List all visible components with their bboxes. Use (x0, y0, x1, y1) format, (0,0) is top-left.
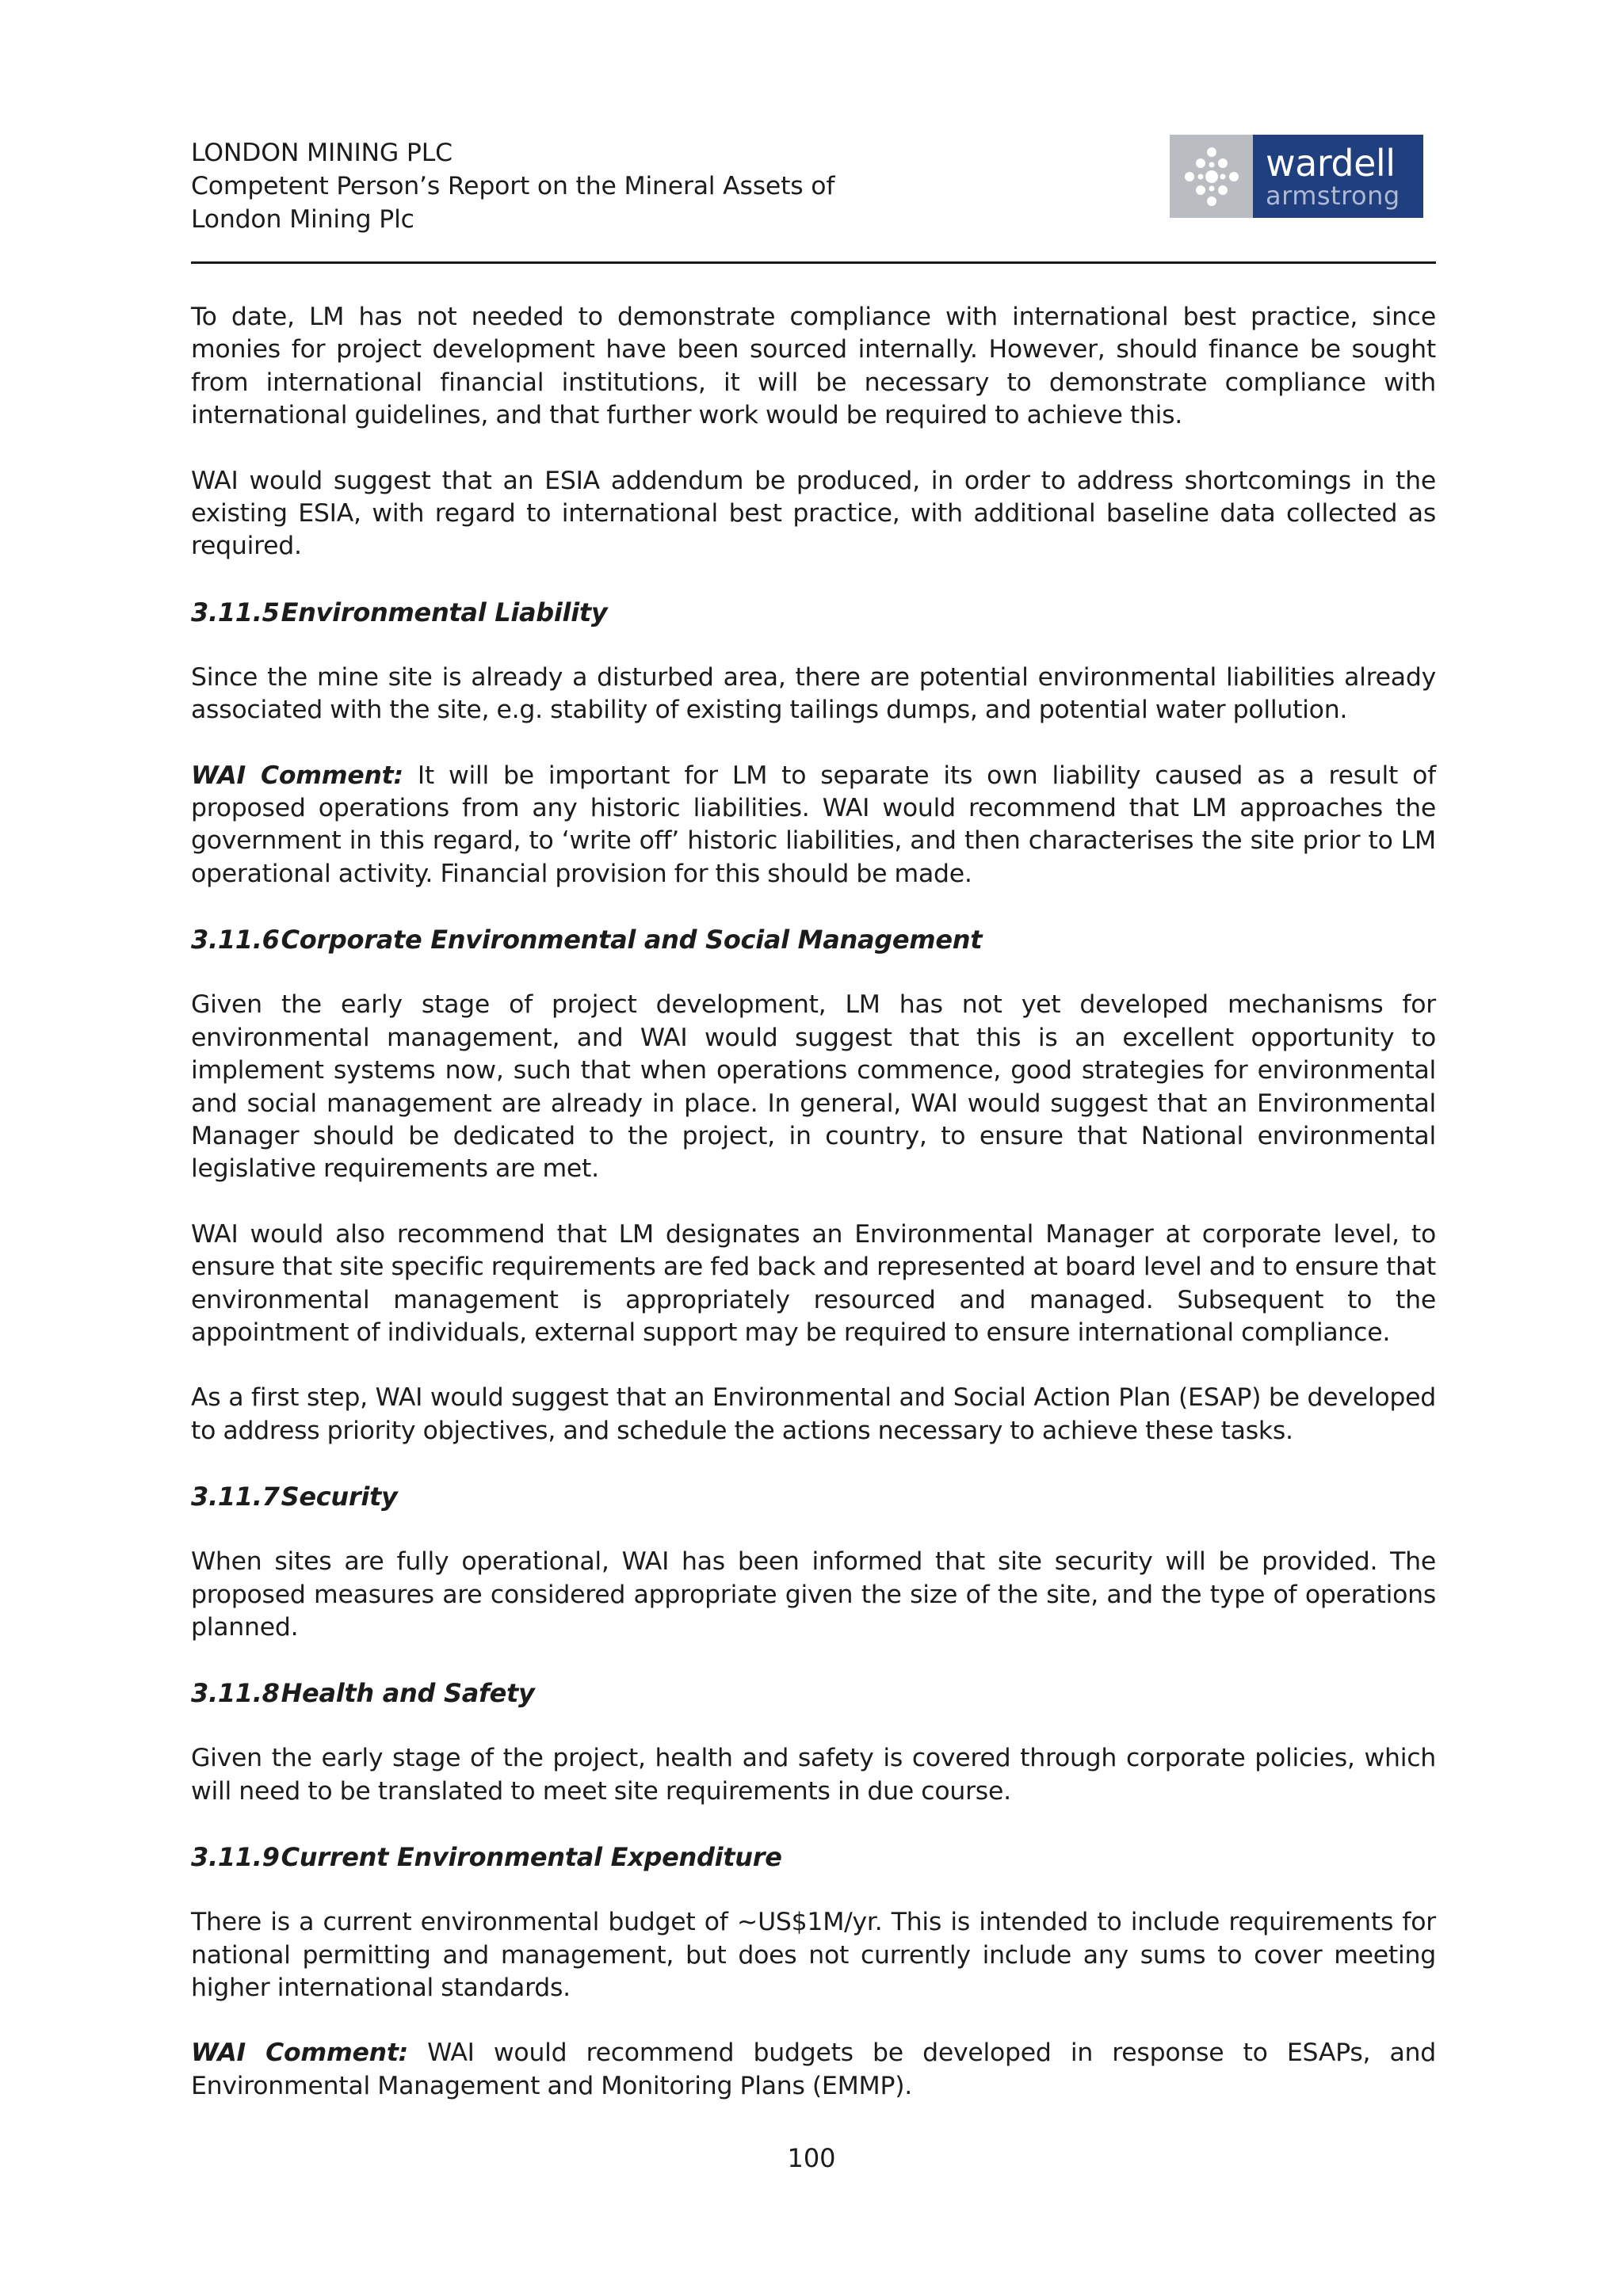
section-title: Health and Safety (281, 1678, 535, 1709)
section-3-11-7-paragraph: When sites are fully operational, WAI has been informed that site security will be provided. The proposed measures are considered appropriate given the size of the site, and the type of operations planned. (191, 1547, 1436, 1642)
section-3-11-9-paragraph: There is a current environmental budget of ~US$1M/yr. This is intended to include requirements for national permitting and management, but does not currently include any sums to cover meeting higher international standards. (191, 1908, 1436, 2002)
section-3-11-5-comment (191, 760, 1436, 891)
section-title: Security (281, 1482, 398, 1512)
logo-wordmark (1253, 135, 1423, 218)
logo-word-armstrong: armstrong (1266, 180, 1400, 211)
section-number: 3.11.5 (191, 597, 280, 627)
comment-text: It will be important for LM to separate its own liability caused as a result of proposed operations from any historic liabilities. WAI would recommend that LM approaches the government in this regard, to ‘write off’ historic liabilities, and then characterises the site prior to LM operational activity. Financial provision for this should be made. (191, 761, 1436, 888)
section-heading-3-11-7 (191, 1480, 1436, 1513)
intro-paragraph-1: To date, LM has not needed to demonstrate compliance with international best practice, since monies for project development have been sourced internally. However, should finance be sought from international financial institutions, it will be necessary to demonstrate compliance with international guidelines, and that further work would be required to achieve this. (191, 303, 1436, 430)
company-name: LONDON MINING PLC (191, 139, 453, 167)
section-title: Corporate Environmental and Social Management (281, 925, 983, 955)
section-number: 3.11.8 (191, 1678, 280, 1709)
section-3-11-5-paragraph: Since the mine site is already a disturbed area, there are potential environmental liabilities already associated with the site, e.g. stability of existing tailings dumps, and potential water pollution. (191, 662, 1436, 725)
wardell-armstrong-logo (1170, 135, 1423, 218)
section-number: 3.11.9 (191, 1842, 280, 1873)
section-3-11-9-comment (191, 2037, 1436, 2103)
intro-paragraph-2: WAI would suggest that an ESIA addendum be produced, in order to address shortcomings in the existing ESIA, with regard to international best practice, with additional baseline data collected as required. (191, 466, 1436, 561)
section-3-11-8-paragraph: Given the early stage of the project, health and safety is covered through corporate policies, which will need to be translated to meet site requirements in due course. (191, 1744, 1436, 1806)
diamond-dots-icon (1170, 135, 1253, 218)
section-number: 3.11.7 (191, 1482, 280, 1512)
comment-label: WAI Comment: (191, 761, 403, 790)
section-heading-3-11-5 (191, 596, 1436, 629)
section-title: Current Environmental Expenditure (281, 1842, 782, 1873)
report-title: Competent Person’s Report on the Mineral Assets of (191, 172, 835, 200)
section-number: 3.11.6 (191, 925, 280, 955)
section-3-11-6-paragraph-2: WAI would also recommend that LM designates an Environmental Manager at corporate level, to ensure that site specific requirements are fed back and represented at board level and to ensure that environmental management is appropriately resourced and managed. Subsequent to the appointment of individuals, external support may be required to ensure international compliance. (191, 1219, 1436, 1347)
comment-text: WAI would recommend budgets be developed in response to ESAPs, and Environmental Management and Monitoring Plans (EMMP). (191, 2039, 1436, 2100)
document-body (191, 301, 1436, 2135)
section-heading-3-11-8 (191, 1676, 1436, 1710)
comment-label: WAI Comment: (191, 2039, 408, 2068)
section-title: Environmental Liability (281, 597, 608, 627)
header-divider (191, 261, 1436, 264)
section-heading-3-11-9 (191, 1840, 1436, 1874)
section-3-11-6-paragraph-1: Given the early stage of project development, LM has not yet developed mechanisms for environmental management, and WAI would suggest that this is an excellent opportunity to implement systems now, such that when operations commence, good strategies for environmental and social management are already in place. In general, WAI would suggest that an Environmental Manager should be dedicated to the project, in country, to ensure that National environmental legislative requirements are met. (191, 990, 1436, 1184)
report-subtitle: London Mining Plc (191, 205, 414, 234)
section-3-11-6-paragraph-3: As a first step, WAI would suggest that an Environmental and Social Action Plan (ESAP) be developed to address priority objectives, and schedule the actions necessary to achieve these tasks. (191, 1383, 1436, 1445)
section-heading-3-11-6 (191, 923, 1436, 956)
page-number: 100 (787, 2143, 836, 2173)
logo-word-wardell: wardell (1266, 141, 1396, 185)
